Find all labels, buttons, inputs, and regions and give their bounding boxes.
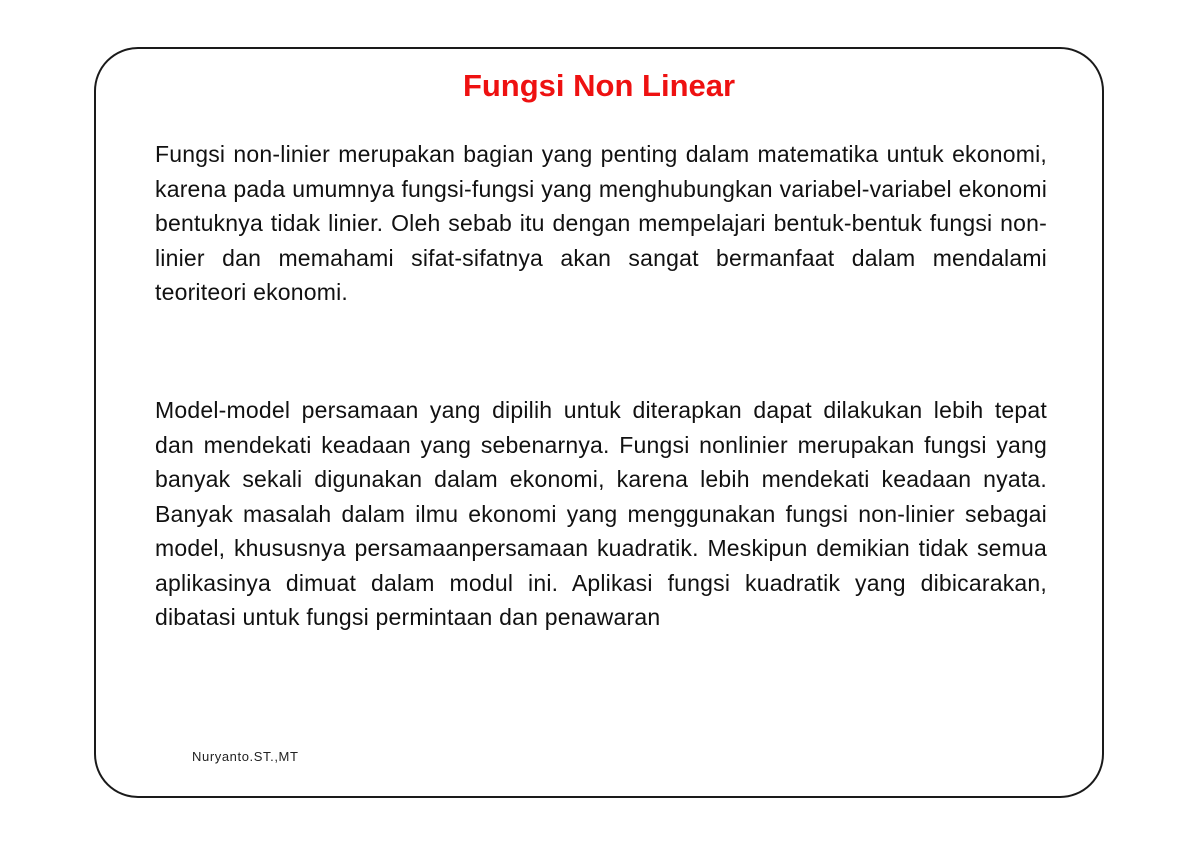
- author-footer: Nuryanto.ST.,MT: [192, 749, 299, 764]
- paragraph-2: Model-model persamaan yang dipilih untuk diterapkan dapat dilakukan lebih tepat dan mendekati keadaan yang sebenarnya. Fungsi nonlinier merupakan fungsi yang banyak sekali digunakan dalam ekonomi, karena lebih mendekati keadaan nyata. Banyak masalah dalam ilmu ekonomi yang menggunakan fungsi non-linier sebagai model, khususnya persamaanpersamaan kuadratik. Meskipun demikian tidak semua aplikasinya dimuat dalam modul ini. Aplikasi fungsi kuadratik yang dibicarakan, dibatasi untuk fungsi permintaan dan penawaran: [155, 397, 1047, 630]
- paragraph-1: Fungsi non-linier merupakan bagian yang penting dalam matematika untuk ekonomi, karena pada umumnya fungsi-fungsi yang menghubungkan variabel-variabel ekonomi bentuknya tidak linier. Oleh sebab itu dengan mempelajari bentuk-bentuk fungsi non- linier dan memahami sifat-sifatnya akan sangat bermanfaat dalam mendalami teoriteori ekonomi.: [155, 141, 1047, 305]
- slide-title: Fungsi Non Linear: [462, 68, 736, 103]
